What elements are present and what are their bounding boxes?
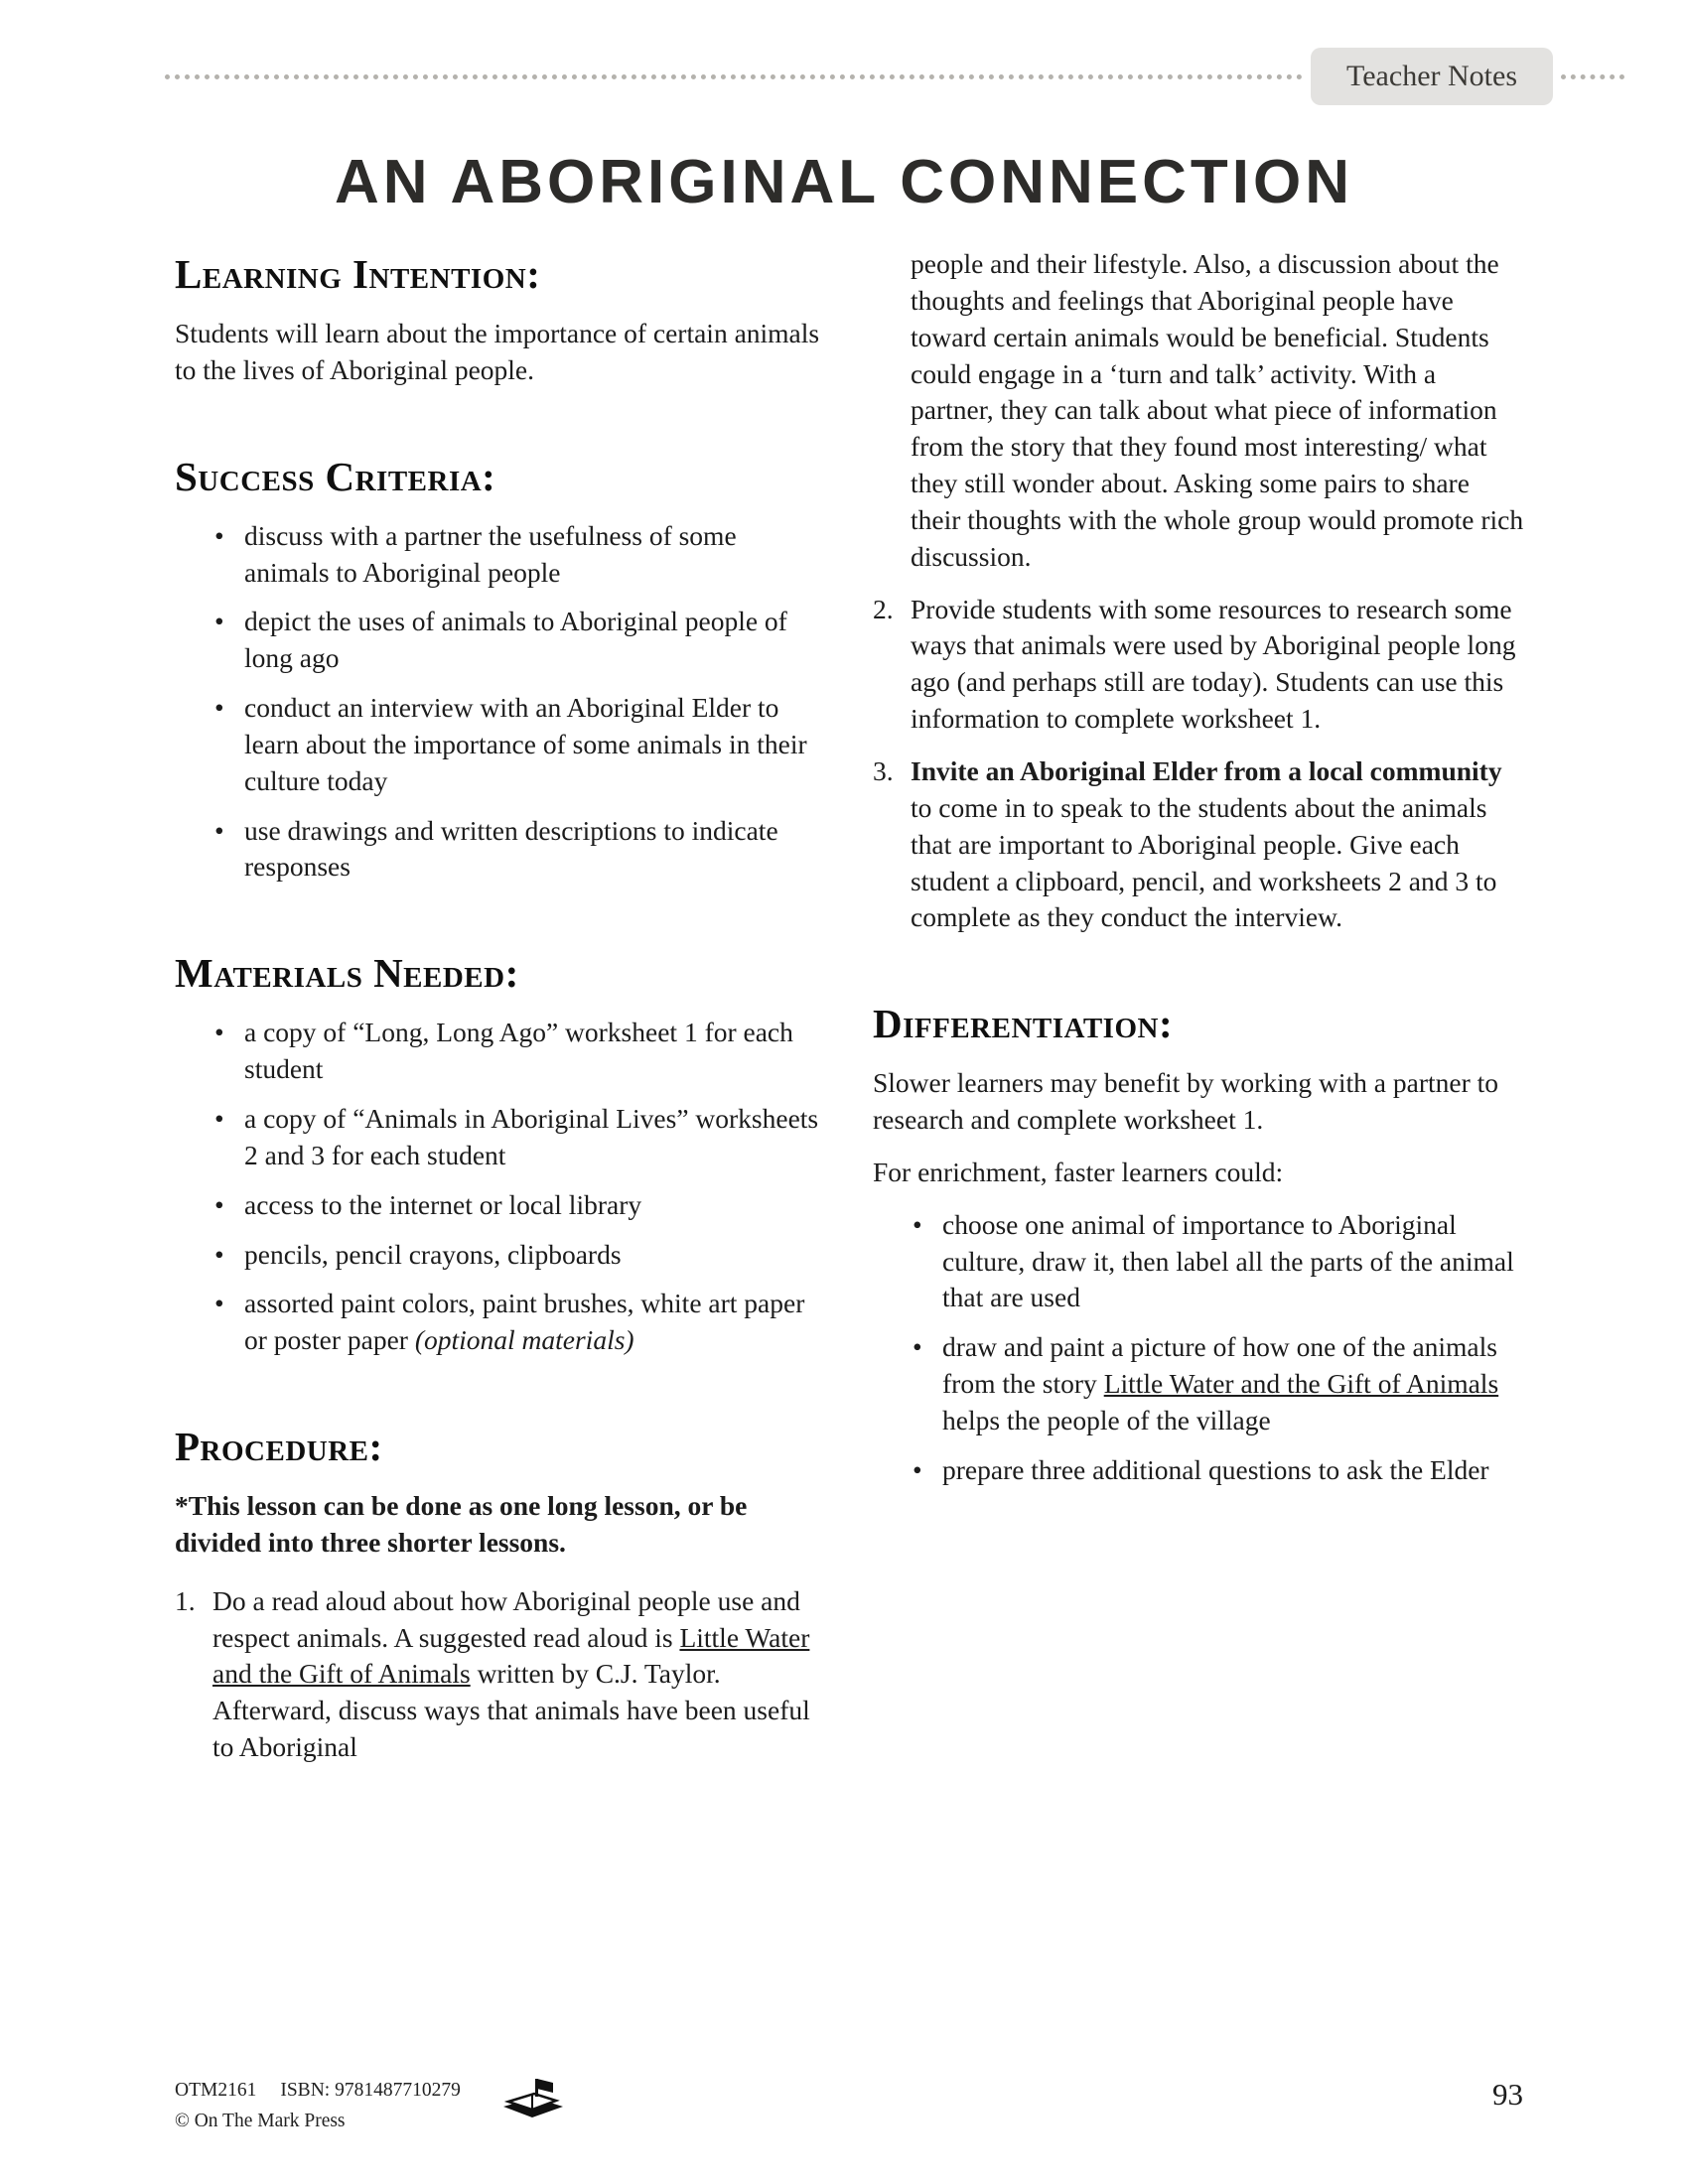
success-criteria-list (175, 518, 827, 887)
materials-needed-heading: Materials Needed: (175, 950, 519, 997)
isbn: ISBN: 9781487710279 (280, 2080, 461, 2101)
step-number: 1. (175, 1584, 196, 1616)
list-item (873, 1329, 1525, 1439)
content-columns (175, 246, 1525, 1782)
page-number: 93 (1492, 2077, 1523, 2112)
list-item: • a copy of “Long, Long Ago” worksheet 1 for each student (175, 1015, 827, 1088)
list-item-text: draw and paint a picture of how one of the animals from the story (942, 1331, 1497, 1400)
step-text: to come in to speak to the students about the animals that are important to Aboriginal people. Give each student a clipboard, pencil, and worksheets 2 and 3 to complete as they conduct the interview. (911, 791, 1497, 933)
dotted-rule-right (1561, 74, 1624, 79)
list-item: • use drawings and written descriptions to indicate responses (175, 813, 827, 887)
list-item: • choose one animal of importance to Aboriginal culture, draw it, then label all the parts of the animal that are used (873, 1207, 1525, 1317)
list-item: • pencils, pencil crayons, clipboards (175, 1237, 827, 1274)
differentiation-paragraph-2: For enrichment, faster learners could: (873, 1156, 1284, 1187)
procedure-heading: Procedure: (175, 1424, 383, 1470)
learning-intention-heading: Learning Intention: (175, 251, 541, 297)
list-item (175, 1286, 827, 1359)
book-title-link: Little Water and the Gift of Animals (212, 1621, 810, 1690)
materials-list (175, 1015, 827, 1359)
step-text: Do a read aloud about how Aboriginal people use and respect animals. A suggested read aloud is (212, 1584, 800, 1653)
procedure-step-2 (873, 592, 1525, 738)
list-item: • depict the uses of animals to Aboriginal people of long ago (175, 604, 827, 677)
step-text: written by C.J. Taylor. Afterward, discuss ways that animals have been useful to Aboriginal (212, 1658, 810, 1763)
learning-intention-text: Students will learn about the importance of certain animals to the lives of Aboriginal people. (175, 318, 820, 385)
list-item: • conduct an interview with an Aboriginal Elder to learn about the importance of some animals in their culture today (175, 690, 827, 800)
right-column (873, 246, 1525, 1782)
page-header (165, 46, 1624, 107)
differentiation-heading: Differentiation: (873, 1001, 1174, 1047)
differentiation-paragraph-1: Slower learners may benefit by working with a partner to research and complete worksheet 1. (873, 1067, 1499, 1136)
step-number: 3. (873, 754, 894, 786)
procedure-step-1 (175, 1583, 827, 1766)
teacher-notes-tab: Teacher Notes (1311, 48, 1553, 105)
page-title: AN ABORIGINAL CONNECTION (335, 148, 1353, 216)
book-title-link: Little Water and the Gift of Animals (1103, 1368, 1499, 1400)
footer-line-1 (175, 2075, 461, 2106)
materials-item-optional-note: (optional materials) (414, 1324, 634, 1356)
materials-item-text: assorted paint colors, paint brushes, white art paper or poster paper (244, 1288, 805, 1356)
differentiation-list (873, 1207, 1525, 1489)
footer-publisher-info (175, 2075, 461, 2136)
dotted-rule-left (165, 74, 1303, 79)
copyright: © On The Mark Press (175, 2111, 346, 2131)
step-number: 2. (873, 593, 894, 624)
list-item: • prepare three additional questions to ask the Elder (873, 1452, 1525, 1489)
publisher-logo-icon (501, 2071, 565, 2129)
list-item-text: helps the people of the village (942, 1404, 1271, 1435)
step-text-bold: Invite an Aboriginal Elder from a local community (911, 754, 1502, 786)
list-item: • access to the internet or local library (175, 1187, 827, 1224)
procedure-note: *This lesson can be done as one long lesson, or be divided into three shorter lessons. (175, 1490, 748, 1558)
left-column (175, 246, 827, 1782)
list-item: • discuss with a partner the usefulness of some animals to Aboriginal people (175, 518, 827, 592)
success-criteria-heading: Success Criteria: (175, 453, 496, 499)
step-text: Provide students with some resources to research some ways that animals were used by Aboriginal people long ago (and perhaps still are today). Students can use this information to complete worksheet 1. (911, 593, 1516, 735)
product-code: OTM2161 (175, 2080, 257, 2101)
procedure-step-3 (873, 753, 1525, 936)
procedure-step-1-continued: people and their lifestyle. Also, a discussion about the thoughts and feelings that Aboriginal people have toward certain animals would be beneficial. Students could engage in a ‘turn and talk’ activity. With a partner, they can talk about what piece of information from the story that they found most interesting/ what they still wonder about. Asking some pairs to share their thoughts with the whole group would promote rich discussion. (911, 248, 1524, 572)
list-item: • a copy of “Animals in Aboriginal Lives” worksheets 2 and 3 for each student (175, 1101, 827, 1174)
